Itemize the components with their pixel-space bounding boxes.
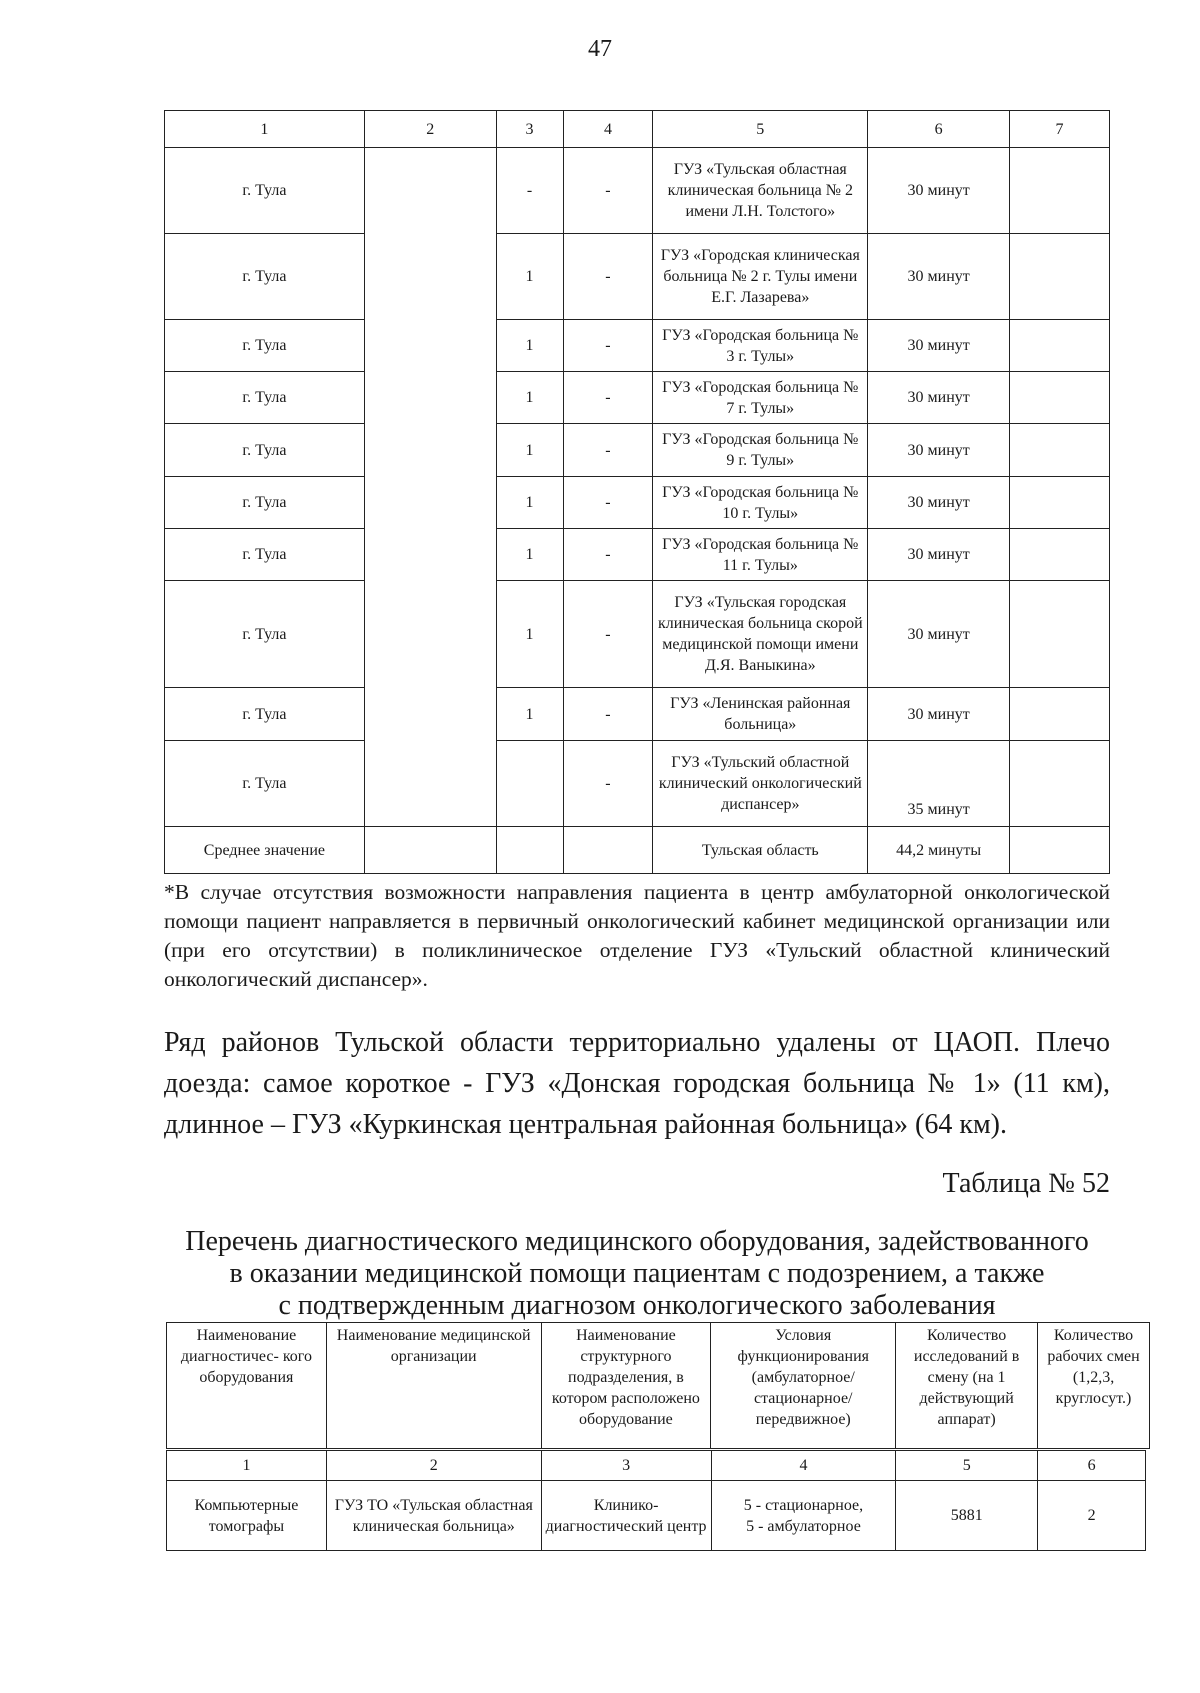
col-number: 3 [496,111,563,148]
table-row [165,529,1110,581]
empty-cell [1010,424,1110,477]
table-title [164,1226,1110,1322]
count-cell: - [563,234,653,320]
organization-cell: ГУЗ «Тульская областная клиническая больница № 2 имени Л.Н. Толстого» [653,148,868,234]
time-cell: 30 минут [868,372,1010,424]
col-number: 1 [167,1451,327,1481]
table-title-line: в оказании медицинской помощи пациентам с подозрением, а также [229,1258,1045,1289]
table-title-line: с подтвержденным диагнозом онкологического заболевания [278,1290,996,1321]
empty-cell [1010,741,1110,827]
table-row [165,581,1110,688]
empty-cell [1010,529,1110,581]
organization-cell: ГУЗ «Городская клиническая больница № 2 г. Тулы имени Е.Г. Лазарева» [653,234,868,320]
count-cell: 1 [496,424,563,477]
column-number-row [165,111,1110,148]
empty-cell [1010,372,1110,424]
average-label-cell: Среднее значение [165,827,365,874]
locality-cell: г. Тула [165,741,365,827]
empty-cell [1010,234,1110,320]
table-row [165,477,1110,529]
empty-cell [563,827,653,874]
locality-cell: г. Тула [165,320,365,372]
empty-cell [1010,688,1110,741]
empty-merged-cell [364,148,496,827]
header-equipment: Наименование диагностичес- кого оборудования [167,1323,327,1449]
header-organization: Наименование медицинской организации [326,1323,541,1449]
table-row [165,320,1110,372]
header-department: Наименование структурного подразделения, в котором расположено оборудование [541,1323,711,1449]
time-cell: 30 минут [868,688,1010,741]
locality-cell: г. Тула [165,148,365,234]
locality-cell: г. Тула [165,477,365,529]
equipment-table-header [166,1322,1150,1449]
col-number: 5 [653,111,868,148]
empty-cell [364,827,496,874]
time-cell: 35 минут [868,741,1010,827]
average-time-cell: 44,2 минуты [868,827,1010,874]
count-cell: - [563,424,653,477]
organization-cell: ГУЗ «Городская больница № 11 г. Тулы» [653,529,868,581]
average-row [165,827,1110,874]
time-cell: 30 минут [868,234,1010,320]
col-number: 2 [364,111,496,148]
header-conditions: Условия функционирования (амбулаторное/ стационарное/ передвижное) [711,1323,896,1449]
count-cell: 1 [496,529,563,581]
page-number: 47 [588,36,612,62]
col-number: 6 [868,111,1010,148]
count-cell: 1 [496,477,563,529]
header-shifts: Количество рабочих смен (1,2,3, круглосут.) [1038,1323,1150,1449]
footnote: *В случае отсутствия возможности направления пациента в центр амбулаторной онкологической помощи пациент направляется в первичный онкологический кабинет медицинской организации или (при его отсутствии) в поликлиническое отделение ГУЗ «Тульский областной клинический онкологический диспансер». [164,880,1110,991]
table-row [167,1481,1146,1551]
organization-cell: ГУЗ «Тульский областной клинический онкологический диспансер» [653,741,868,827]
count-cell [496,741,563,827]
count-cell: - [563,477,653,529]
empty-cell [1010,827,1110,874]
col-number: 4 [711,1451,896,1481]
body-paragraph: Ряд районов Тульской области территориально удалены от ЦАОП. Плечо доезда: самое короткое - ГУЗ «Донская городская больница № 1» (11 км), длинное – ГУЗ «Куркинская центральная районная больница» (64 км). [164,1027,1110,1140]
empty-cell [1010,320,1110,372]
conditions-cell [711,1481,896,1551]
locality-cell: г. Тула [165,688,365,741]
organization-cell: ГУЗ «Городская больница № 7 г. Тулы» [653,372,868,424]
time-cell: 30 минут [868,477,1010,529]
count-cell: - [563,320,653,372]
time-cell: 30 минут [868,581,1010,688]
count-cell: 1 [496,320,563,372]
empty-cell [496,827,563,874]
table-row [165,234,1110,320]
conditions-line: 5 - амбулаторное [746,1517,861,1535]
distance-table [164,110,1110,874]
count-cell: 1 [496,234,563,320]
locality-cell: г. Тула [165,372,365,424]
table-row [165,148,1110,234]
equipment-cell: Компьютерные томографы [167,1481,327,1551]
locality-cell: г. Тула [165,529,365,581]
empty-cell [1010,581,1110,688]
exam-count-cell: 5881 [896,1481,1038,1551]
count-cell: - [563,688,653,741]
shifts-cell: 2 [1038,1481,1146,1551]
department-cell: Клинико- диагностический центр [541,1481,711,1551]
column-number-row [167,1451,1146,1481]
count-cell: 1 [496,581,563,688]
count-cell: - [563,372,653,424]
time-cell: 30 минут [868,148,1010,234]
table-row [165,688,1110,741]
col-number: 4 [563,111,653,148]
time-cell: 30 минут [868,424,1010,477]
organization-cell: ГУЗ ТО «Тульская областная клиническая больница» [326,1481,541,1551]
col-number: 6 [1038,1451,1146,1481]
count-cell: 1 [496,372,563,424]
organization-cell: ГУЗ «Городская больница № 3 г. Тулы» [653,320,868,372]
table-row [165,741,1110,827]
table-row [165,424,1110,477]
count-cell: 1 [496,688,563,741]
organization-cell: ГУЗ «Тульская городская клиническая больница скорой медицинской помощи имени Д.Я. Ваныкина» [653,581,868,688]
count-cell: - [563,148,653,234]
table-number: Таблица № 52 [942,1168,1110,1199]
col-number: 7 [1010,111,1110,148]
equipment-table [166,1450,1146,1551]
col-number: 5 [896,1451,1038,1481]
col-number: 2 [326,1451,541,1481]
locality-cell: г. Тула [165,234,365,320]
empty-cell [1010,148,1110,234]
header-exam-count: Количество исследований в смену (на 1 действующий аппарат) [896,1323,1038,1449]
conditions-line: 5 - стационарное, [743,1496,864,1514]
count-cell: - [563,529,653,581]
locality-cell: г. Тула [165,581,365,688]
organization-cell: ГУЗ «Городская больница № 9 г. Тулы» [653,424,868,477]
col-number: 1 [165,111,365,148]
region-cell: Тульская область [653,827,868,874]
organization-cell: ГУЗ «Ленинская районная больница» [653,688,868,741]
count-cell: - [496,148,563,234]
organization-cell: ГУЗ «Городская больница № 10 г. Тулы» [653,477,868,529]
table-title-line: Перечень диагностического медицинского оборудования, задействованного [185,1226,1089,1257]
time-cell: 30 минут [868,529,1010,581]
table-row [165,372,1110,424]
col-number: 3 [541,1451,711,1481]
locality-cell: г. Тула [165,424,365,477]
empty-cell [1010,477,1110,529]
count-cell: - [563,581,653,688]
time-cell: 30 минут [868,320,1010,372]
count-cell: - [563,741,653,827]
